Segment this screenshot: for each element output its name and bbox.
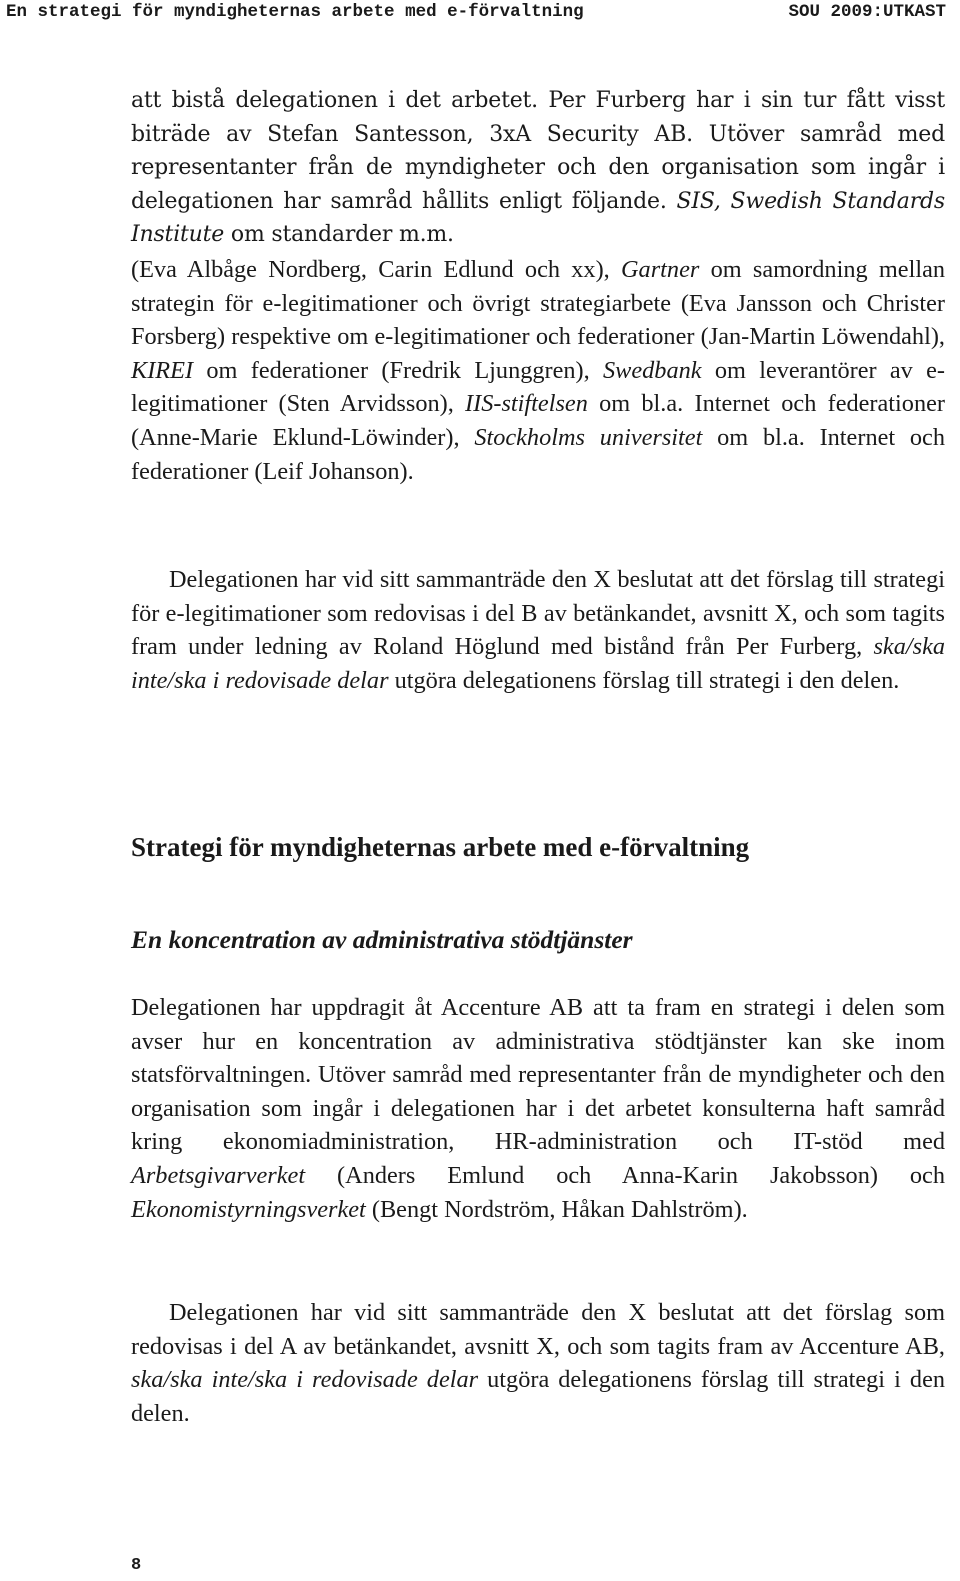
paragraph-text: om federationer (Fredrik Ljunggren), <box>193 356 604 384</box>
paragraph-text: (Anders Emlund och Anna-Karin Jakobsson) och <box>305 1161 945 1189</box>
section-heading: Strategi för myndigheternas arbete med e-förvaltning <box>131 832 750 862</box>
header-document-title: En strategi för myndigheternas arbete med e-förvaltning <box>6 2 584 22</box>
paragraph-text: Delegationen har uppdragit åt Accenture AB att ta fram en strategi i delen som avser hur en koncentration av administrativa stödtjänster kan ske inom statsförvaltningen. Utöver samråd med representanter från de myndigheter och den organisation som ingår i delegationen har i det arbetet konsulterna haft samråd kring ekonomiadministration, HR-administration och IT-stöd med <box>131 994 945 1156</box>
organization-name: IIS-stiftelsen <box>465 390 588 418</box>
paragraph-text: utgöra delegationens förslag till strategi i den delen. <box>388 666 900 694</box>
paragraph-text: om leverantörer av e-legitimationer (Sten Arvidsson), <box>131 356 945 418</box>
paragraph-text: om bl.a. Internet och federationer (Leif Johanson). <box>131 423 945 485</box>
paragraph-text: (Eva Albåge Nordberg, Carin Edlund och xx), <box>131 256 622 283</box>
page-number: 8 <box>131 1556 142 1575</box>
paragraph-text: (Bengt Nordström, Håkan Dahlström). <box>365 1195 748 1223</box>
organization-name: Gartner <box>621 256 700 283</box>
body-paragraph-intro <box>131 84 945 252</box>
paragraph-text: om bl.a. Internet och federationer (Anne-Marie Eklund-Löwinder), <box>131 390 945 451</box>
paragraph-text: utgöra delegationens förslag till strategi i den delen. <box>131 1366 945 1427</box>
body-paragraph-consultations <box>131 253 945 488</box>
body-paragraph-accenture-assignment <box>131 991 945 1226</box>
placeholder-options: ska/ska inte/ska i redovisade delar <box>131 633 945 694</box>
paragraph-text: om samordning mellan strategin för e-legitimationer och övrigt strategiarbete (Eva Jansson och Christer Forsberg) respektive om e-legitimationer och federationer (Jan-Martin Löwendahl), <box>131 256 946 351</box>
organization-name: Ekonomistyrningsverket <box>131 1195 366 1223</box>
organization-name: Swedbank <box>603 356 702 384</box>
organization-name: Stockholms universitet <box>474 423 703 451</box>
paragraph-text: Delegationen har vid sitt sammanträde den X beslutat att det förslag som redovisas i del A av betänkandet, avsnitt X, och som tagits fram av Accenture AB, <box>131 1299 945 1360</box>
organization-name: SIS, Swedish Standards Institute <box>131 188 945 247</box>
running-header <box>0 0 960 26</box>
section-subheading: En koncentration av administrativa stödtjänster <box>131 925 633 954</box>
organization-name: Arbetsgivarverket <box>131 1161 306 1189</box>
placeholder-options: ska/ska inte/ska i redovisade delar <box>131 1366 479 1394</box>
header-document-reference: SOU 2009:UTKAST <box>788 2 946 22</box>
paragraph-text: Delegationen har vid sitt sammanträde den X beslutat att det förslag till strategi för e-legitimationer som redovisas i del B av betänkandet, avsnitt X, och som tagits fram under ledning av Roland Höglund med bistånd från Per Furberg, <box>131 566 945 661</box>
organization-name: KIREI <box>131 356 194 384</box>
paragraph-text: om standarder m.m. <box>224 222 454 247</box>
paragraph-text: att bistå delegationen i det arbetet. Per Furberg har i sin tur fått visst biträde av Stefan Santesson, 3xA Security AB. Utöver samråd med representanter från de myndigheter och den organisation som ingår i delegationen har samråd hållits enligt följande. <box>131 88 945 214</box>
body-paragraph-decision-support-services <box>131 1296 945 1430</box>
body-paragraph-decision-elegitimation <box>131 563 945 697</box>
